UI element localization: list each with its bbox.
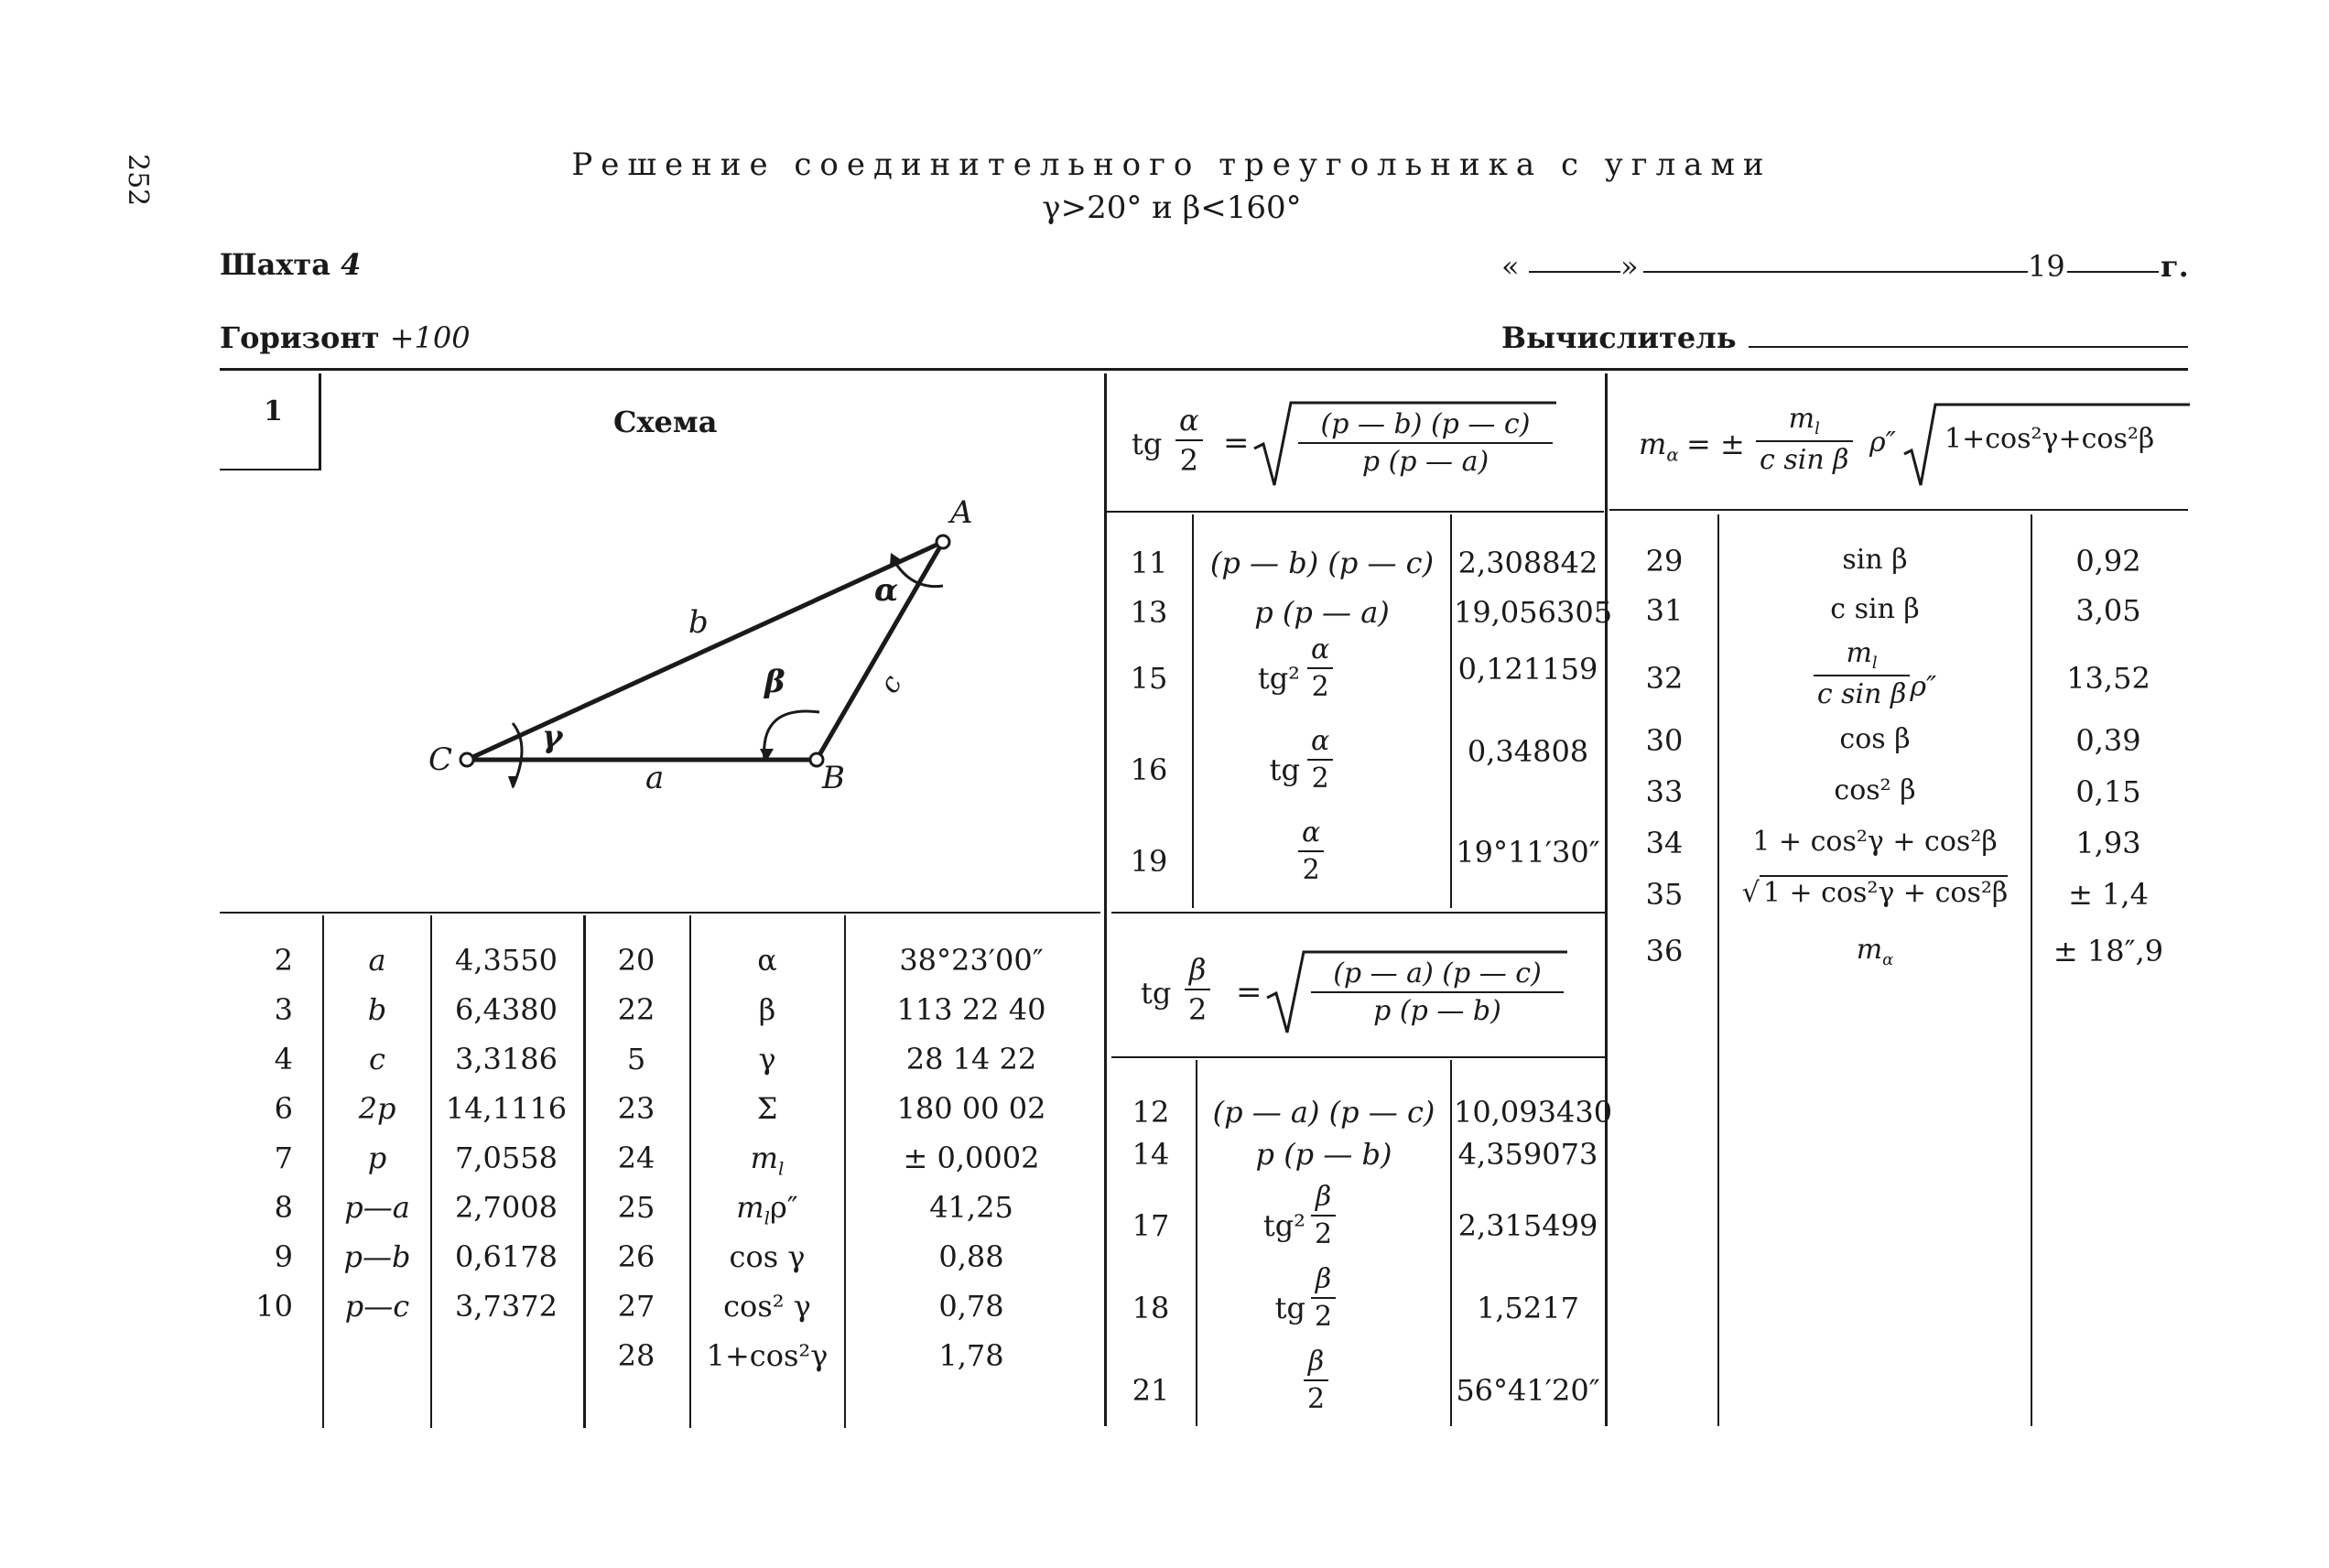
row-number: 13	[1130, 595, 1168, 630]
row-number: 15	[1130, 661, 1168, 696]
row-symbol: cos γ	[729, 1239, 806, 1274]
date-open-quote: «	[1501, 249, 1520, 284]
page-number: 252	[122, 154, 154, 207]
beta-formula-lhs-frac: $\frac{\beta}{2}$	[1185, 952, 1210, 1027]
row-number: 26	[617, 1239, 655, 1274]
row-symbol: p—a	[344, 1190, 410, 1225]
row-number: 25	[617, 1190, 655, 1225]
side-label-c: c	[873, 669, 909, 699]
row-number: 4	[274, 1042, 293, 1076]
row-value: ± 0,0002	[903, 1141, 1040, 1175]
beta-formula-eq: =	[1236, 974, 1262, 1011]
row-expression-fraction: $\frac{\beta}{2}$	[1311, 1263, 1336, 1333]
m-formula-rule	[1609, 509, 2188, 511]
row-symbol: β	[758, 992, 776, 1027]
row-value: 10,093430	[1454, 1095, 1613, 1130]
row-value: 28 14 22	[905, 1042, 1037, 1076]
row-symbol: Σ	[756, 1091, 778, 1126]
row-number: 30	[1645, 723, 1684, 758]
row-value: 2,308842	[1457, 546, 1598, 580]
row-value: 0,15	[2075, 774, 2141, 809]
m-formula-lhs: $m_\alpha$	[1639, 427, 1679, 466]
m-tbl-vline-1	[1717, 514, 1719, 1426]
sqrt-sign: √	[1741, 877, 1760, 909]
angle-label-beta: β	[764, 664, 785, 700]
row-number: 23	[617, 1091, 655, 1126]
side-label-b: b	[688, 604, 709, 641]
row-value: 0,121159	[1457, 652, 1598, 687]
row-number: 7	[274, 1141, 293, 1175]
row-number: 21	[1132, 1373, 1170, 1408]
row-value: 1,78	[938, 1338, 1004, 1373]
row-value: ± 1,4	[2068, 877, 2149, 912]
row-expression: sin β	[1842, 544, 1908, 576]
row-expression: p (p — a)	[1254, 595, 1390, 630]
row-number: 16	[1130, 752, 1168, 787]
alpha-formula-lhs-frac: $\frac{\alpha}{2}$	[1175, 403, 1203, 478]
row-expression-fraction: $\frac{\alpha}{2}$	[1307, 725, 1333, 795]
row-value: 0,88	[938, 1239, 1004, 1274]
document-subtitle: γ>20° и β<160°	[1042, 189, 1302, 226]
row-number: 35	[1645, 877, 1684, 912]
horizon-label: Горизонт +100	[220, 320, 471, 355]
row-value: 2,315499	[1457, 1208, 1598, 1243]
scheme-number: 1	[264, 395, 283, 427]
side-label-a: a	[645, 760, 665, 796]
horizon-value: +100	[389, 320, 471, 355]
m-tbl-vline-2	[2031, 514, 2032, 1426]
row-number: 12	[1132, 1095, 1170, 1130]
row-value: 56°41′20″	[1456, 1373, 1600, 1408]
row-value: 0,92	[2075, 544, 2141, 579]
row-symbol: $m_l\rho''$	[736, 1190, 798, 1229]
row-expression: p (p — b)	[1255, 1137, 1392, 1172]
row-value: 13,52	[2066, 661, 2150, 696]
row-value: 6,4380	[455, 992, 558, 1027]
row-number: 32	[1645, 661, 1684, 696]
row-number: 19	[1130, 844, 1168, 879]
row-symbol: $m_l$	[750, 1141, 785, 1180]
row-number: 9	[274, 1239, 293, 1274]
row-expression-fraction: $\frac{m_l}{\text{c sin β}}$	[1814, 637, 1911, 710]
row-number: 3	[274, 992, 293, 1027]
date-close-quote: »	[1620, 249, 1639, 284]
row-number: 20	[617, 943, 655, 978]
row-symbol: α	[757, 943, 777, 978]
row-number: 8	[274, 1190, 293, 1225]
row-expression: cos² β	[1834, 774, 1916, 806]
row-expression: tg²	[1257, 661, 1300, 696]
row-value: 1,93	[2075, 826, 2141, 860]
angle-label-alpha: α	[874, 572, 899, 609]
row-value: 0,34808	[1467, 734, 1589, 769]
mine-value: 4	[341, 247, 362, 282]
row-expression-fraction: $\frac{\alpha}{2}$	[1307, 633, 1333, 703]
row-symbol: cos² γ	[723, 1289, 811, 1324]
row-expression: $m_\alpha$	[1856, 934, 1894, 969]
row-value: 4,359073	[1457, 1137, 1598, 1172]
alpha-formula-eq: =	[1223, 425, 1250, 461]
row-value: ± 18″,9	[2053, 934, 2164, 968]
row-value: 19°11′30″	[1456, 835, 1600, 870]
row-number: 33	[1645, 774, 1684, 809]
vertex-label-c: C	[428, 741, 453, 778]
row-value: 0,39	[2075, 723, 2141, 758]
angle-label-gamma: γ	[542, 719, 563, 755]
row-number: 28	[617, 1338, 655, 1373]
row-expression: c sin β	[1830, 593, 1920, 625]
row-value: 180 00 02	[896, 1091, 1046, 1126]
row-expression: cos β	[1839, 723, 1911, 755]
row-number: 24	[617, 1141, 655, 1175]
row-value: 2,7008	[455, 1190, 558, 1225]
date-year-suffix: г.	[2161, 249, 2189, 284]
m-formula-rho: ρ″	[1869, 427, 1896, 459]
row-value: 4,3550	[455, 943, 558, 978]
row-expression-fraction: $\frac{\beta}{2}$	[1304, 1346, 1328, 1415]
row-expression: (p — a) (p — c)	[1212, 1095, 1435, 1130]
m-formula-radicand: 1+cos²γ+cos²β	[1944, 423, 2155, 455]
row-number: 5	[626, 1042, 646, 1076]
row-symbol: 2p	[358, 1091, 396, 1126]
row-symbol: 1+cos²γ	[706, 1338, 829, 1373]
row-symbol: p—c	[344, 1289, 410, 1324]
row-value: 3,05	[2075, 593, 2141, 628]
row-expression: √ 1 + cos²γ + cos²β	[1741, 877, 2009, 909]
row-value: 41,25	[929, 1190, 1013, 1225]
row-value: 3,7372	[455, 1289, 558, 1324]
row-expression: tg	[1269, 752, 1300, 787]
m-formula-pm: = ±	[1686, 427, 1745, 461]
row-expression-fraction: $\frac{\beta}{2}$	[1311, 1181, 1336, 1250]
m-formula-frac: $\frac{m_l}{\text{c sin β}}$	[1756, 403, 1853, 476]
row-number: 22	[617, 992, 655, 1027]
row-value: 19,056305	[1454, 595, 1613, 630]
row-value: 1,5217	[1477, 1291, 1579, 1325]
row-value: 3,3186	[455, 1042, 558, 1076]
row-number: 6	[274, 1091, 293, 1126]
row-expression: tg	[1274, 1291, 1305, 1325]
row-number: 29	[1645, 544, 1684, 579]
row-symbol: c	[369, 1042, 385, 1076]
row-number: 14	[1132, 1137, 1170, 1172]
vertex-label-a: A	[950, 494, 973, 531]
beta-formula-radicand: $\frac{(p — a) (p — c)}{p (p — b)}$	[1311, 957, 1564, 1027]
row-symbol: p	[367, 1141, 387, 1175]
row-symbol: p—b	[343, 1239, 411, 1274]
row-value: 113 22 40	[896, 992, 1046, 1027]
row-value: 0,6178	[455, 1239, 558, 1274]
row-number: 11	[1130, 546, 1168, 580]
row-value: 0,78	[938, 1289, 1004, 1324]
row-expression: (p — b) (p — c)	[1209, 546, 1435, 580]
row-number: 18	[1132, 1291, 1170, 1325]
row-number: 34	[1645, 826, 1684, 860]
calculator-label: Вычислитель	[1501, 320, 1737, 355]
row-number: 36	[1645, 934, 1684, 968]
row-expression: 1 + cos²γ + cos²β	[1752, 826, 1998, 858]
row-expression-fraction: $\frac{\alpha}{2}$	[1298, 816, 1324, 886]
row-number: 10	[255, 1289, 293, 1324]
row-number: 17	[1132, 1208, 1170, 1243]
row-expression: $\frac{m_l}{\text{c sin β}}$ ρ″	[1721, 637, 2029, 710]
scheme-title: Схема	[613, 405, 718, 439]
row-value: 7,0558	[455, 1141, 558, 1175]
document-title: Решение соединительного треугольника с углами	[571, 146, 1772, 183]
row-number: 27	[617, 1289, 655, 1324]
alpha-formula-lhs: tg	[1132, 427, 1163, 461]
row-symbol: b	[367, 992, 387, 1027]
date-year: 19	[2028, 249, 2065, 284]
beta-formula-lhs: tg	[1141, 976, 1172, 1011]
alpha-formula-radicand: $\frac{(p — b) (p — c)}{p (p — a)}$	[1298, 408, 1553, 478]
row-symbol: a	[368, 943, 386, 978]
row-number: 31	[1645, 593, 1684, 628]
row-number: 2	[274, 943, 293, 978]
mine-label: Шахта 4	[220, 247, 362, 282]
row-symbol: γ	[758, 1042, 776, 1076]
row-expression: tg²	[1262, 1208, 1305, 1243]
row-value: 14,1116	[445, 1091, 568, 1126]
vertex-label-b: B	[822, 760, 845, 796]
row-value: 38°23′00″	[899, 943, 1044, 978]
